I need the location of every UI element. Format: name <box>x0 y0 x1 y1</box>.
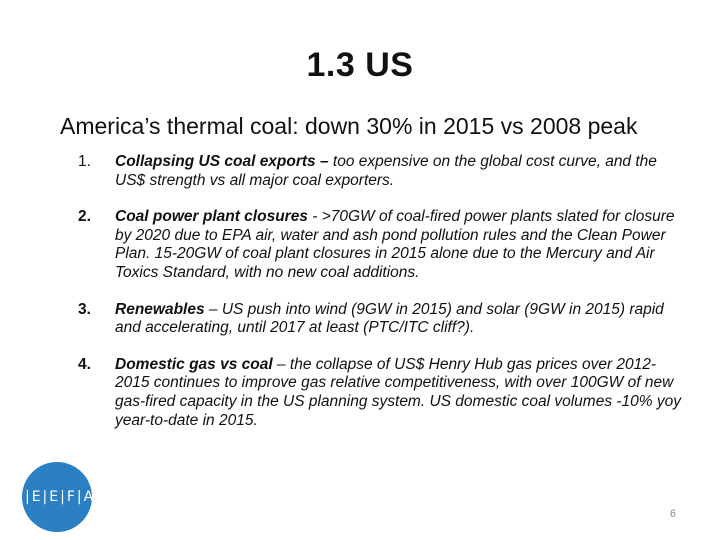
logo-text: I|E|E|F|A <box>18 489 96 505</box>
page-number: 6 <box>669 508 676 520</box>
item-heading: Coal power plant closures <box>115 208 308 226</box>
list-item <box>78 356 690 430</box>
item-number: 2. <box>78 208 91 226</box>
item-body: – US push into wind (9GW in 2015) and solar (9GW in 2015) rapid and accelerating, until 2017 at least (PTC/ITC cliff?). <box>115 300 664 337</box>
bullet-list <box>78 153 690 430</box>
item-number: 4. <box>78 355 91 373</box>
slide-subtitle: America’s thermal coal: down 30% in 2015 vs 2008 peak <box>60 113 638 139</box>
item-number: 1. <box>78 153 91 170</box>
list-item <box>78 153 690 190</box>
item-body: - >70GW of coal-fired power plants slated for closure by 2020 due to EPA air, water and ash pond pollution rules and the Clean Power Plan. 15-20GW of coal plant closures in 2015 alone due to the Mercury and Air Toxics Standard, with no new coal additions. <box>115 208 675 281</box>
slide-title: 1.3 US <box>306 46 414 84</box>
item-body: too expensive on the global cost curve, and the US$ strength vs all major coal exporters. <box>115 153 657 189</box>
ieefa-logo <box>18 462 96 532</box>
list-item <box>78 301 690 338</box>
item-heading: Renewables <box>115 300 205 318</box>
list-item <box>78 208 690 282</box>
item-body: – the collapse of US$ Henry Hub gas prices over 2012-2015 continues to improve gas relative competitiveness, with over 100GW of new gas-fired capacity in the US planning system. US domestic coal volumes -10% yoy year-to-date in 2015. <box>115 355 681 429</box>
item-number: 3. <box>78 300 91 318</box>
item-heading: Collapsing US coal exports – <box>115 153 329 170</box>
item-heading: Domestic gas vs coal <box>115 355 273 373</box>
